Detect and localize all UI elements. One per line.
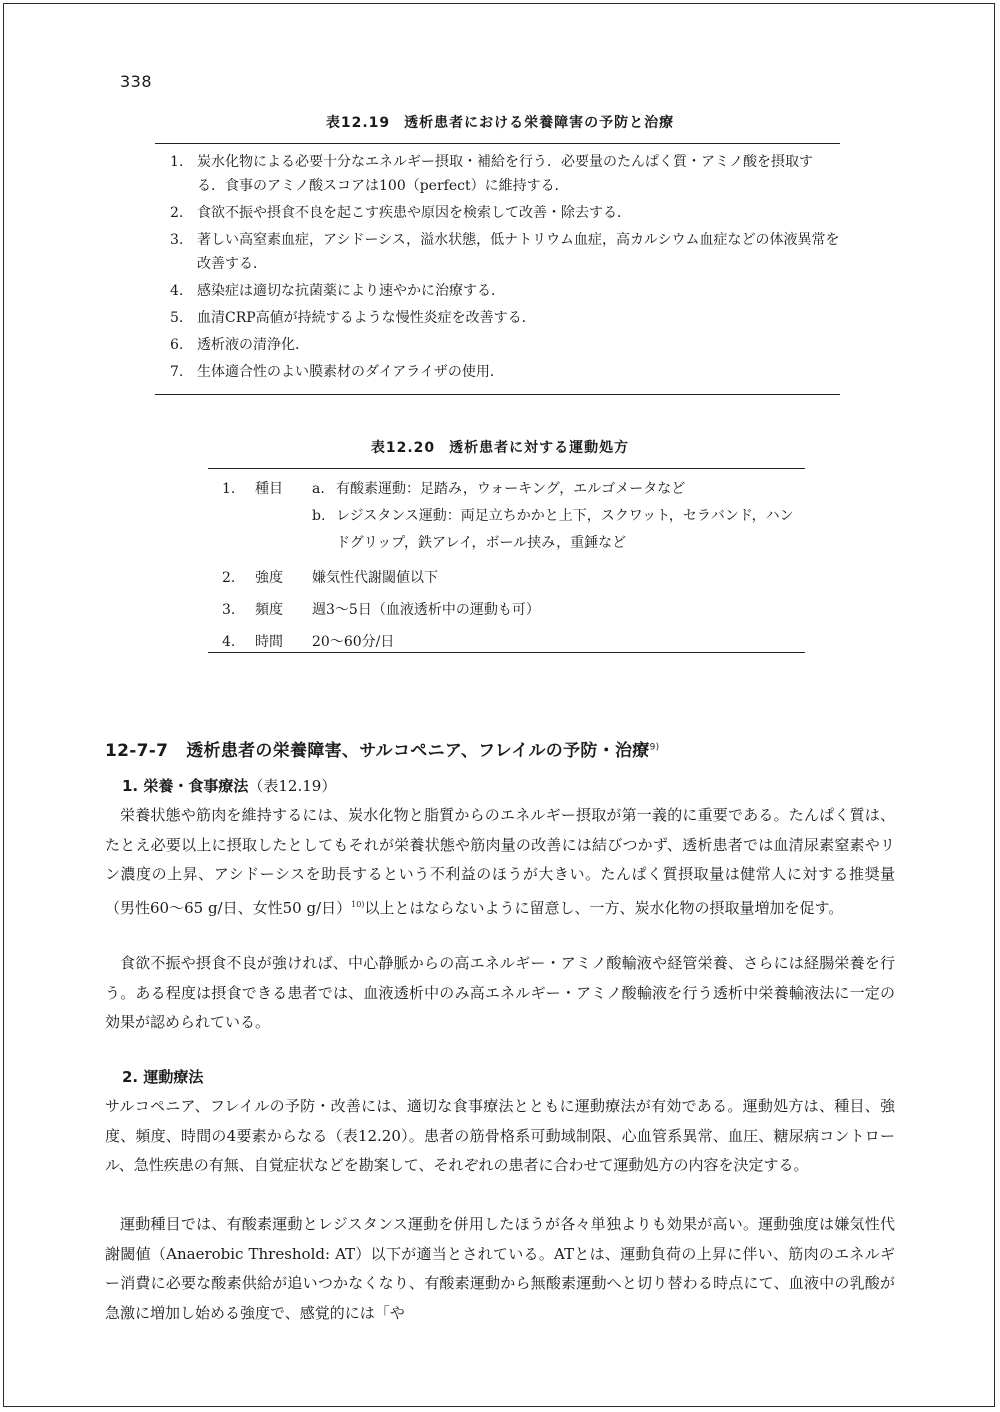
subsection-heading-nutrition: 1. 栄養・食事療法（表12.19） (122, 777, 337, 795)
table-reference: （表12.19） (248, 777, 337, 795)
table-12-19-item: 5. 血清CRP高値が持続するような慢性炎症を改善する． (170, 310, 536, 326)
table-12-19-bottom-rule (155, 394, 840, 395)
table-12-19-top-rule (155, 143, 840, 144)
table-12-19-item: 3. 著しい高窒素血症，アシドーシス，溢水状態，低ナトリウム血症，高カルシウム血症などの体液異常を改善する． (170, 232, 840, 272)
table-12-20-top-rule (208, 468, 805, 469)
page-number: 338 (120, 72, 153, 91)
table-12-20-row: 4. 時間 20～60分/日 (222, 634, 395, 650)
table-12-19-item: 1. 炭水化物による必要十分なエネルギー摂取・補給を行う．必要量のたんぱく質・アミノ酸を摂取する．食事のアミノ酸スコアは100（perfect）に維持する． (170, 154, 813, 194)
table-12-19-caption (0, 112, 1000, 132)
table-12-19-number: 表12.19 (325, 115, 391, 131)
section-number: 12-7-7 (105, 741, 169, 761)
section-heading (105, 736, 659, 761)
table-12-20 (222, 476, 802, 658)
table-12-19 (170, 150, 840, 387)
table-12-19-item: 7. 生体適合性のよい膜素材のダイアライザの使用． (170, 364, 504, 380)
table-12-19-item: 2. 食欲不振や摂食不良を起こす疾患や原因を検索して改善・除去する． (170, 205, 631, 221)
table-12-20-row: 1. 種目 a. 有酸素運動：足踏み，ウォーキング，エルゴメータなど b. レジスタンス運動：両足立ちかかと上下，スクワット，セラバンド，ハンドグリップ，鉄アレイ，ボール挟み，重錘など (222, 476, 802, 557)
table-12-19-item: 4. 感染症は適切な抗菌薬により速やかに治療する． (170, 283, 505, 299)
table-12-19-item: 6. 透析液の清浄化． (170, 337, 309, 353)
paragraph-nutrition-2: 食欲不振や摂食不良が強ければ、中心静脈からの高エネルギー・アミノ酸輸液や経管栄養、さらには経腸栄養を行う。ある程度は摂食できる患者では、血液透析中のみ高エネルギー・アミノ酸輸液を行う透析中栄養輸液法に一定の効果が認められている。 (105, 954, 895, 1031)
paragraph-exercise-2: 運動種目では、有酸素運動とレジスタンス運動を併用したほうが各々単独よりも効果が高い。運動強度は嫌気性代謝閾値（Anaerobic Threshold: AT）以下が適当とされている。ATとは、運動負荷の上昇に伴い、筋肉のエネルギー消費に必要な酸素供給が追いつかなくなり、有酸素運動から無酸素運動へと切り替わる時点にて、血液中の乳酸が急激に増加し始める強度で、感覚的には「や (105, 1215, 895, 1322)
table-12-20-caption (0, 437, 1000, 457)
section-title-reference: 9) (649, 742, 660, 753)
paragraph-exercise-1: サルコペニア、フレイルの予防・改善には、適切な食事療法とともに運動療法が有効である。運動処方は、種目、強度、頻度、時間の4要素からなる（表12.20）。患者の筋骨格系可動域制限、心血管系異常、血圧、糖尿病コントロール、急性疾患の有無、自覚症状などを勘案して、それぞれの患者に合わせて運動処方の内容を決定する。 (105, 1097, 895, 1174)
subsection-heading-exercise: 2. 運動療法 (122, 1068, 204, 1086)
citation-reference: 10) (351, 899, 365, 909)
table-12-20-number: 表12.20 (370, 440, 436, 456)
table-12-20-bottom-rule (208, 652, 805, 653)
table-12-20-row: 2. 強度 嫌気性代謝閾値以下 (222, 570, 438, 586)
table-12-20-title: 透析患者に対する運動処方 (449, 440, 630, 456)
paragraph-nutrition-1: 栄養状態や筋肉を維持するには、炭水化物と脂質からのエネルギー摂取が第一義的に重要である。たんぱく質は、たとえ必要以上に摂取したとしてもそれが栄養状態や筋肉量の改善には結びつかず、透析患者では血清尿素窒素やリン濃度の上昇、アシドーシスを助長するという不利益のほうが大きい。たんぱく質摂取量は健常人に対する推奨量（男性60～65 g/日、女性50 g/日）$^{10)}$以上とはならないように留意し、一方、炭水化物の摂取量増加を促す。 (105, 806, 895, 917)
table-12-20-row: 3. 頻度 週3～5日（血液透析中の運動も可） (222, 602, 540, 618)
table-12-20-subitem: a. 有酸素運動：足踏み，ウォーキング，エルゴメータなど (312, 481, 686, 497)
section-title: 透析患者の栄養障害、サルコペニア、フレイルの予防・治療 (186, 741, 650, 761)
table-12-20-subitem: b. レジスタンス運動：両足立ちかかと上下，スクワット，セラバンド，ハンドグリップ，鉄アレイ，ボール挟み，重錘など (312, 508, 794, 551)
table-12-19-title: 透析患者における栄養障害の予防と治療 (404, 115, 675, 131)
